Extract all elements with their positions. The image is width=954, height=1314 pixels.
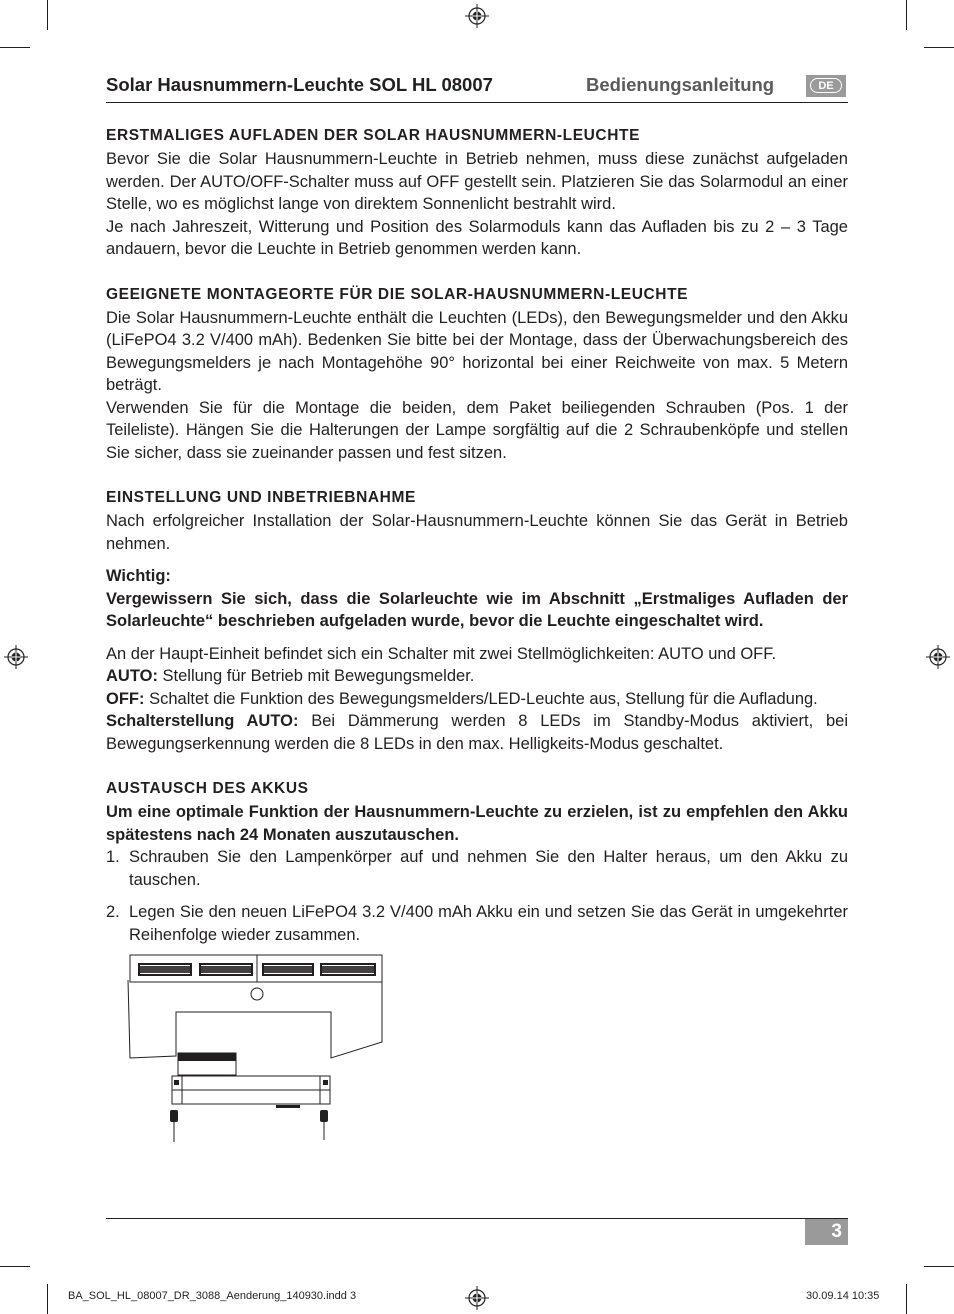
registration-mark-icon — [4, 645, 28, 669]
language-badge — [806, 75, 846, 97]
important-label: Wichtig: — [106, 567, 171, 585]
list-item — [106, 846, 848, 891]
crop-mark — [47, 1284, 48, 1314]
registration-mark-icon — [926, 645, 950, 669]
paragraph: Die Solar Hausnummern-Leuchte enthält die Leuchten (LEDs), den Bewegungsmelder und den Akku (LiFePO4 3.2 V/400 mAh). Bedenken Sie bitte bei der Montage, dass der Überwachungsbereich des Bewegungsmelders je nach Montagehöhe 90° horizontal bei einer Reichweite von max. 5 Metern beträgt. — [106, 308, 848, 394]
section-heading: EINSTELLUNG UND INBETRIEBNAHME — [106, 489, 416, 506]
section-heading: AUSTAUSCH DES AKKUS — [106, 780, 309, 797]
auto-description — [106, 665, 848, 688]
registration-mark-icon — [465, 1286, 489, 1310]
page-header — [106, 72, 848, 103]
manual-label: Bedienungsanleitung — [586, 74, 775, 95]
crop-mark — [906, 0, 907, 30]
page-number: 3 — [805, 1219, 848, 1245]
switch-position-text: Bei Dämmerung werden 8 LEDs im Standby-Modus aktiviert, bei Bewegungserkennung werden die 8 LEDs in den max. Helligkeits-Modus geschaltet. — [106, 712, 848, 753]
step-text: Legen Sie den neuen LiFePO4 3.2 V/400 mAh Akku ein und setzen Sie das Gerät in umgekehrter Reihenfolge wieder zusammen. — [129, 903, 848, 944]
step-number: 2. — [106, 903, 120, 921]
section-battery — [106, 777, 848, 946]
document-body — [106, 124, 848, 946]
switch-position-label: Schalterstellung AUTO: — [106, 712, 299, 730]
steps-list — [106, 846, 848, 946]
off-text: Schaltet die Funktion des Bewegungsmelders/LED-Leuchte aus, Stellung für die Aufladung. — [144, 689, 818, 708]
switch-position-description — [106, 710, 848, 755]
auto-label: AUTO: — [106, 667, 158, 685]
file-slug: BA_SOL_HL_08007_DR_3088_Aenderung_140930.indd 3 — [68, 1290, 357, 1302]
section-setup — [106, 486, 848, 755]
footer-divider — [106, 1218, 848, 1219]
off-label: OFF: — [106, 689, 145, 708]
product-title: Solar Hausnummern-Leuchte SOL HL 08007 — [106, 74, 493, 95]
paragraph: Bevor Sie die Solar Hausnummern-Leuchte in Betrieb nehmen, muss diese zunächst aufgeladen werden. Der AUTO/OFF-Schalter muss auf OFF gestellt sein. Platzieren Sie das Solarmodul an einer Stelle, wo es möglichst lange von direktem Sonnenlicht bestrahlt wird. — [106, 150, 848, 213]
date-slug: 30.09.14 10:35 — [806, 1290, 880, 1302]
section-charging — [106, 124, 848, 261]
language-badge-label: DE — [810, 78, 842, 93]
crop-mark — [924, 1266, 954, 1267]
registration-mark-icon — [465, 4, 489, 28]
crop-mark — [924, 47, 954, 48]
crop-mark — [0, 47, 30, 48]
step-text: Schrauben Sie den Lampenkörper auf und nehmen Sie den Halter heraus, um den Akku zu tauschen. — [129, 848, 848, 889]
step-number: 1. — [106, 848, 120, 866]
auto-text: Stellung für Betrieb mit Bewegungsmelder. — [157, 667, 475, 685]
battery-recommendation: Um eine optimale Funktion der Hausnummern-Leuchte zu erzielen, ist zu empfehlen den Akku spätestens nach 24 Monaten auszutauschen. — [106, 803, 848, 844]
list-item — [106, 901, 848, 946]
paragraph: Verwenden Sie für die Montage die beiden, dem Paket beiliegenden Schrauben (Pos. 1 der Teileliste). Hängen Sie die Halterungen der Lampe sorgfältig auf die 2 Schraubenköpfe und stellen Sie sicher, dass sie zueinander passen und fest sitzen. — [106, 398, 848, 462]
paragraph: Nach erfolgreicher Installation der Solar-Hausnummern-Leuchte können Sie das Gerät in Betrieb nehmen. — [106, 512, 848, 553]
section-heading: ERSTMALIGES AUFLADEN DER SOLAR HAUSNUMMERN-LEUCHTE — [106, 127, 641, 144]
section-heading: GEEIGNETE MONTAGEORTE FÜR DIE SOLAR-HAUSNUMMERN-LEUCHTE — [106, 285, 689, 303]
crop-mark — [47, 0, 48, 30]
paragraph: An der Haupt-Einheit befindet sich ein Schalter mit zwei Stellmöglichkeiten: AUTO und OFF. — [106, 644, 777, 663]
crop-mark — [0, 1266, 30, 1267]
paragraph: Je nach Jahreszeit, Witterung und Position des Solarmoduls kann das Aufladen bis zu 2 – 3 Tage andauern, bevor die Leuchte in Betrieb genommen werden kann. — [106, 217, 848, 258]
important-note: Vergewissern Sie sich, dass die Solarleuchte wie im Abschnitt „Erstmaliges Aufladen der Solarleuchte“ beschrieben aufgeladen wurde, bevor die Leuchte eingeschaltet wird. — [106, 589, 848, 630]
crop-mark — [906, 1284, 907, 1314]
section-mounting — [106, 283, 848, 465]
off-description — [106, 688, 848, 711]
lamp-battery-drawing — [126, 950, 388, 1150]
